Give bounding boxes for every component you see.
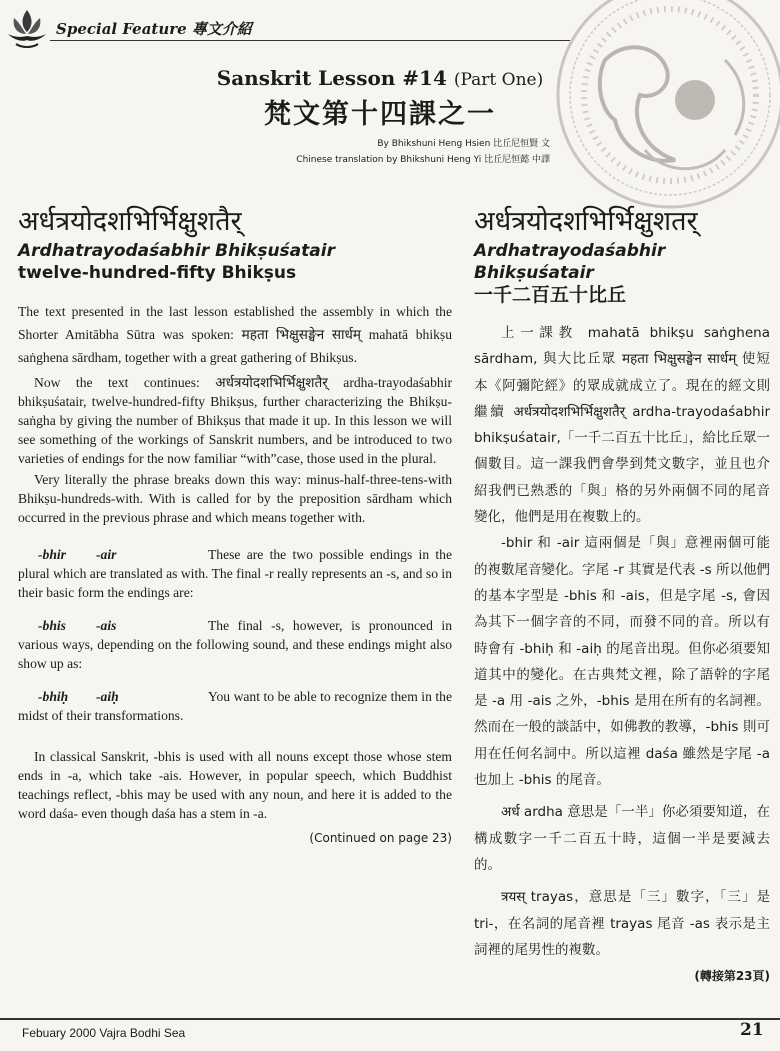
ending-row-1 xyxy=(18,545,452,602)
english-column xyxy=(18,204,452,845)
lion-seal-icon xyxy=(545,0,780,215)
ending-text-3: You want to be able to recognize them in the midst of their transformations. xyxy=(18,689,452,723)
chinese-body xyxy=(474,320,770,963)
ending-bhis: -bhis xyxy=(38,618,66,633)
credits xyxy=(240,136,550,168)
continued-note: (Continued on page 23) xyxy=(309,831,452,845)
ending-text-2: The final -s, however, is pronounced in various ways, depending on the following sound, and these endings might also show up as: xyxy=(18,618,452,671)
credit-author: By Bhikshuni Heng Hsien 比丘尼恒賢 文 xyxy=(377,139,550,149)
title-english xyxy=(190,66,570,90)
paragraph-1: The text presented in the last lesson established the assembly in which the Shorter Amitābha Sūtra was spoken: महता भिक्षुसङ्घेन सार्धम् mahatā bhikṣu saṅghena sārdham, together with a great gathering of Bhikṣus. xyxy=(18,304,452,365)
ending-air: -air xyxy=(96,547,117,562)
ending-row-3 xyxy=(18,687,452,725)
paragraph-3: Very literally the phrase breaks down this way: minus-half-three-tens-with Bhikṣu-hundreds-with. With is called for by the preposition sārdham which occurred in the previous phrase and which means together with. xyxy=(18,472,452,525)
footer-rule xyxy=(0,1018,780,1020)
ending-row-2 xyxy=(18,616,452,673)
ending-ais: -ais xyxy=(96,618,117,633)
header-rule xyxy=(50,40,570,41)
ending-bhih: -bhiḥ xyxy=(38,689,69,704)
paragraph-2: Now the text continues: अर्धत्रयोदशभिर्भिक्षुशतैर् ardha-trayodaśabhir bhikṣuśatair, twelve-hundred-fifty Bhikṣus, further characterizing the Bhikṣu-saṅgha by giving the number of Bhikṣus that made it up. In this lesson we will see something of the workings of Sanskrit numbers, and be introduced to two varieties of endings for the now familiar “with”case, those used in the plural. xyxy=(18,375,452,466)
ending-aih: -aiḥ xyxy=(96,689,119,704)
zh-paragraph-4: त्रयस् trayas，意思是「三」數字，「三」是 tri-，在名詞的尾音裡 trayas 尾音 -as 表示是主詞裡的尾男性的複數。 xyxy=(474,889,770,958)
credit-translator: Chinese translation by Bhikshuni Heng Yi 比丘尼恒懿 中譯 xyxy=(296,155,550,165)
gloss-heading-right: 一千二百五十比丘 xyxy=(474,284,627,306)
title-english-text: Sanskrit Lesson #14 xyxy=(216,66,447,90)
sanskrit-heading-right: अर्धत्रयोदशभिर्भिक्षुशतर् xyxy=(474,206,698,237)
sanskrit-heading: अर्धत्रयोदशभिर्भिक्षुशतैर् xyxy=(18,206,242,237)
ending-bhir: -bhir xyxy=(38,547,66,562)
page-number: 21 xyxy=(740,1020,764,1040)
english-body xyxy=(18,300,452,527)
continued-note-zh: (轉接第23頁) xyxy=(694,969,770,984)
paragraph-4: In classical Sanskrit, -bhis is used with all nouns except those whose stem ends in -a, which take -ais. However, in popular speech, which Buddhist teachings reflect, -bhis may be used with any noun, and here it is added to the word daśa- even though daśa has a stem in -a. xyxy=(18,749,452,821)
ending-text-1: These are the two possible endings in the plural which are translated as with. The final -r really represents an -s, and so in their basic form the endings are: xyxy=(18,547,452,600)
lesson-title xyxy=(190,66,570,131)
transliteration-heading-right: Ardhatrayodaśabhir Bhikṣuśatair xyxy=(474,241,666,283)
section-label: Special Feature 專文介紹 xyxy=(56,20,252,38)
endings-section xyxy=(18,545,452,725)
title-part: (Part One) xyxy=(453,70,544,90)
gloss-heading: twelve-hundred-fifty Bhikṣus xyxy=(18,263,297,283)
chinese-column xyxy=(474,204,770,984)
title-chinese: 梵文第十四課之一 xyxy=(264,99,496,130)
zh-paragraph-2: -bhir 和 -air 這兩個是「與」意裡兩個可能的複數尾音變化。字尾 -r 其實是代表 -s 所以他們的基本字型是 -bhis 和 -ais，但是字尾 -s, 會因為其下一個字音的不同，而發不同的音。所以有時會有 -bhiḥ 和 -aiḥ 的尾音出現。但你必須要知道其中的變化。在古典梵文裡，除了語幹的字尾是 -a 用 -ais 之外，-bhis 是用在所有的名詞裡。然而在一般的談話中，如佛教的教導，-bhis 則可用在任何名詞中。所以這裡 daśa 雖然是字尾 -a 也加上 -bhis 的尾音。 xyxy=(474,535,770,789)
footer-publication: Febuary 2000 Vajra Bodhi Sea xyxy=(22,1026,186,1040)
lotus-ornament-icon xyxy=(4,4,50,52)
zh-paragraph-3: अर्ध ardha 意思是「一半」你必須要知道，在構成數字一千二百五十時，這個一半是要減去的。 xyxy=(474,804,770,873)
classical-section xyxy=(18,747,452,823)
zh-paragraph-1: 上一課教 mahatā bhikṣu saṅghena sārdham, 與大比丘眾 महता भिक्षुसङ्घेन सार्धम् 使短本《阿彌陀經》的眾成就成立了。現在的經文則繼續 अर्धत्रयोदशभिर्भिक्षुशतैर् ardha-trayodaśabhir bhikṣuśatair,「一千二百五十比丘」，給比丘眾一個數目。這一課我們會學到梵文數字，並且也介紹我們已熟悉的「與」格的另外兩個不同的尾音變化，他們是用在複數上的。 xyxy=(474,325,770,526)
transliteration-heading: Ardhatrayodaśabhir Bhikṣuśatair xyxy=(18,241,335,261)
